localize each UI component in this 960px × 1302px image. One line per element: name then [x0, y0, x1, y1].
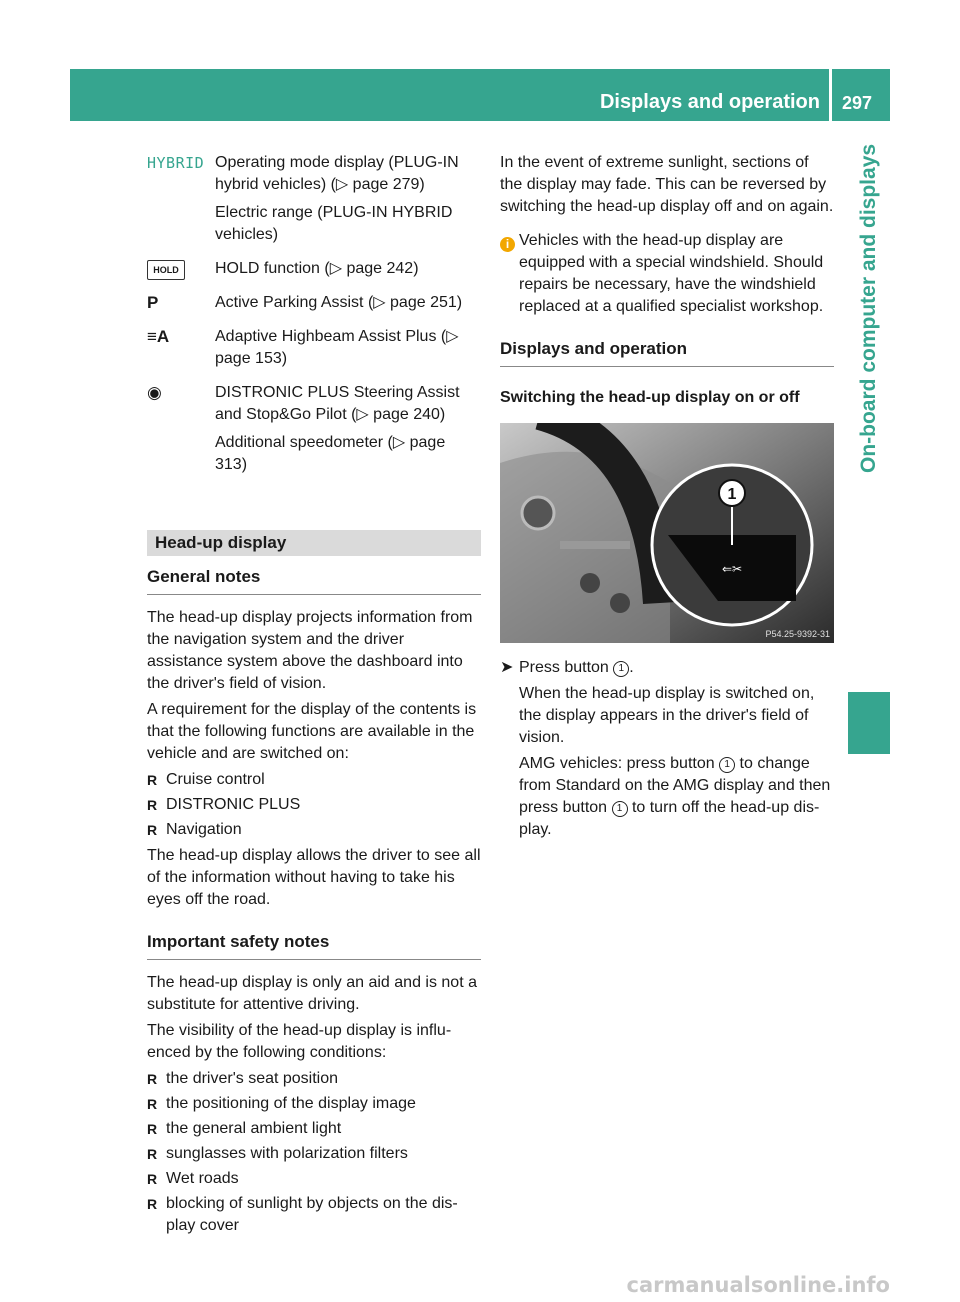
- safety-notes-heading: Important safety notes: [147, 931, 481, 960]
- step-result: When the head-up display is switched on, the display appears in the driver's field of vision.: [519, 685, 815, 746]
- definition-text: Electric range (PLUG-IN HYBRID vehicles): [215, 204, 453, 243]
- definition-row: [147, 258, 481, 286]
- paragraph: The head-up display allows the driver to see all of the information without having to take his eyes off the road.: [147, 847, 481, 908]
- hold-icon: HOLD: [147, 260, 185, 280]
- general-notes-heading: General notes: [147, 566, 481, 595]
- definition-text: Additional speedometer (▷ page 313): [215, 434, 446, 473]
- amg-note: AMG vehicles: press button 1 to change from Standard on the AMG display and then press button 1 to turn off the head-up dis- play.: [519, 755, 831, 838]
- page-title: Displays and operation: [599, 91, 820, 113]
- steering-wheel-photo: [500, 423, 834, 643]
- paragraph: The visibility of the head-up display is influ- enced by the following conditions:: [147, 1022, 452, 1061]
- bullet-list: [147, 1068, 481, 1237]
- definition-row: [147, 152, 481, 252]
- definition-text: DISTRONIC PLUS Steering Assist and Stop&Go Pilot (▷ page 240): [215, 384, 460, 423]
- bullet-list: [147, 769, 481, 841]
- photo-callout-number: 1: [727, 486, 737, 503]
- button-1-callout-icon: 1: [612, 801, 628, 817]
- list-item: R the general ambient light: [147, 1118, 481, 1140]
- section-heading: Head-up display: [147, 530, 481, 556]
- svg-text:⇐✂: ⇐✂: [721, 562, 743, 576]
- paragraph: A requirement for the display of the contents is that the following functions are available in the vehicle and are switched on:: [147, 701, 477, 762]
- step-arrow-icon: ➤: [500, 659, 514, 676]
- chapter-side-label: On-board computer and displays: [857, 144, 880, 474]
- switch-hud-heading: Switching the head-up display on or off: [500, 389, 800, 406]
- highbeam-icon: ≡A: [147, 327, 170, 346]
- list-item: R DISTRONIC PLUS: [147, 794, 481, 816]
- list-item: R the positioning of the display image: [147, 1093, 481, 1115]
- page-number: 297: [842, 93, 873, 113]
- steering-wheel-illustration: [500, 423, 834, 643]
- paragraph: The head-up display is only an aid and is not a substitute for attentive driving.: [147, 974, 477, 1013]
- definition-row: [147, 292, 481, 320]
- info-note: [500, 230, 834, 318]
- definition-row: [147, 326, 481, 376]
- hybrid-icon: HYBRID: [147, 154, 205, 172]
- header-separator: [829, 69, 832, 121]
- info-icon: i: [500, 237, 515, 252]
- list-item: R the driver's seat position: [147, 1068, 481, 1090]
- steering-assist-icon: ◉: [147, 383, 162, 402]
- list-item: R Cruise control: [147, 769, 481, 791]
- photo-code: P54.25-9392-31: [765, 629, 830, 639]
- left-column: [147, 152, 481, 1240]
- button-1-callout-icon: 1: [719, 757, 735, 773]
- list-item: R Navigation: [147, 819, 481, 841]
- definition-row: [147, 382, 481, 482]
- step-action: Press button 1 .: [519, 659, 634, 676]
- list-item: R Wet roads: [147, 1168, 481, 1190]
- definition-text: HOLD function (▷ page 242): [215, 260, 419, 277]
- parking-icon: P: [147, 293, 159, 312]
- paragraph: In the event of extreme sunlight, sections of the display may fade. This can be reversed by switching the head-up display off and on again.: [500, 154, 834, 215]
- list-item: R blocking of sunlight by objects on the dis- play cover: [147, 1193, 481, 1237]
- paragraph: The head-up display projects information from the navigation system and the driver assistance system above the dashboard into the driver's field of vision.: [147, 609, 473, 692]
- instruction-step: [500, 657, 834, 845]
- definition-text: Active Parking Assist (▷ page 251): [215, 294, 463, 311]
- definition-text: Operating mode display (PLUG-IN hybrid vehicles) (▷ page 279): [215, 154, 459, 193]
- chapter-tab-marker: [848, 692, 890, 754]
- info-text: Vehicles with the head-up display are equipped with a special windshield. Should repairs be necessary, have the windshield replaced at a qualified specialist workshop.: [519, 232, 824, 315]
- list-item: R sunglasses with polarization filters: [147, 1143, 481, 1165]
- displays-operation-heading: Displays and operation: [500, 338, 834, 367]
- right-column: [500, 152, 834, 845]
- watermark: carmanualsonline.info: [626, 1273, 890, 1297]
- definition-text: Adaptive Highbeam Assist Plus (▷ page 153): [215, 328, 459, 367]
- button-1-callout-icon: 1: [613, 661, 629, 677]
